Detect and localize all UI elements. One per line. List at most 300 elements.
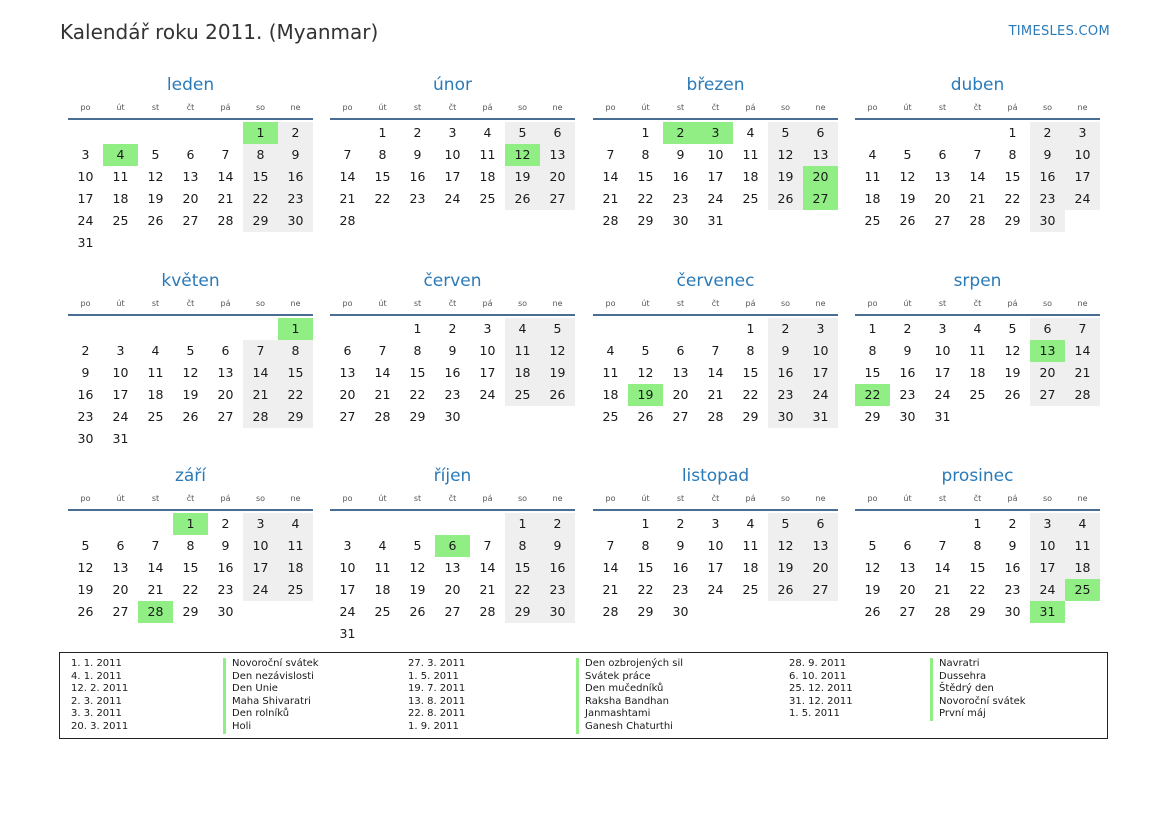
day-cell: 23 [899,387,916,402]
day-cell: 19 [540,362,575,384]
day-cell: 16 [672,560,689,575]
month-name: říjen [433,466,472,486]
day-cell: 8 [243,144,278,166]
day-cell: 1 [641,125,650,140]
empty-cell [855,122,890,144]
weekday-label: so [780,494,791,503]
day-cell: 14 [243,362,278,384]
day-cell: 20 [803,557,838,579]
day-cell: 20 [217,387,234,402]
weekday-label: ne [290,103,301,112]
month-block [593,266,838,428]
day-cell: 30 [672,213,689,228]
legend-date: 1. 1. 2011 [71,658,122,669]
day-cell: 18 [479,169,496,184]
day-cell: 14 [602,560,619,575]
weekday-header [593,491,838,511]
month-name: srpen [953,271,1002,291]
weekday-label: po [605,299,616,308]
weekday-label: ne [815,103,826,112]
day-cell: 17 [1030,557,1065,579]
day-cell: 2 [903,321,912,336]
empty-cell [365,318,400,340]
day-cell: 24 [77,213,94,228]
legend-holiday-name: Navratri [930,658,1026,671]
weekday-label: po [342,299,353,308]
empty-cell [330,318,365,340]
day-cell: 27 [112,604,129,619]
weekday-label: po [867,103,878,112]
legend-holiday-name: Raksha Bandhan [576,696,683,709]
day-cell: 17 [444,169,461,184]
day-cell: 17 [479,365,496,380]
empty-cell [435,513,470,535]
day-cell: 30 [1030,210,1065,232]
weekday-label: pá [745,103,756,112]
day-cell: 15 [409,365,426,380]
day-cell: 30 [672,604,689,619]
day-cell: 25 [969,387,986,402]
day-cell: 8 [1008,147,1017,162]
day-cell: 6 [803,513,838,535]
weekday-label: st [151,299,160,308]
day-cell: 27 [899,604,916,619]
site-link[interactable]: TIMESLES.COM [1008,24,1110,39]
day-cell: 19 [409,582,426,597]
day-cell: 12 [409,560,426,575]
day-cell: 5 [151,147,160,162]
day-cell: 27 [182,213,199,228]
legend-holiday-name: Svátek práce [576,671,683,684]
weekday-header [330,296,575,316]
day-cell: 18 [602,387,619,402]
empty-cell [138,513,173,535]
day-cell: 5 [768,122,803,144]
legend-date: 2. 3. 2011 [71,695,122,707]
day-cell: 26 [409,604,426,619]
day-cell: 8 [505,535,540,557]
holiday-day: 6 [435,535,470,557]
day-cell: 1 [973,516,982,531]
day-cell: 7 [711,343,720,358]
day-cell: 1 [746,321,755,336]
empty-cell [208,318,243,340]
day-cell: 14 [707,365,724,380]
weekday-label: st [676,494,685,503]
weekday-label: čt [973,494,982,503]
day-cell: 22 [409,387,426,402]
day-cell: 25 [147,409,164,424]
day-cell: 10 [707,538,724,553]
day-cell: 6 [343,343,352,358]
weekday-label: ne [1077,103,1088,112]
day-cell: 15 [864,365,881,380]
day-cell: 14 [374,365,391,380]
day-cell: 31 [339,626,356,641]
day-grid [855,316,1100,428]
day-cell: 18 [742,169,759,184]
weekday-label: út [378,494,387,503]
legend-holiday-name: Štědrý den [930,683,1026,696]
day-cell: 15 [505,557,540,579]
day-cell: 8 [641,147,650,162]
weekday-header [330,491,575,511]
day-cell: 4 [868,147,877,162]
day-cell: 9 [221,538,230,553]
day-cell: 23 [1030,188,1065,210]
day-cell: 29 [505,601,540,623]
day-cell: 14 [934,560,951,575]
month-block [330,70,575,232]
day-cell: 27 [217,409,234,424]
month-block [593,461,838,623]
day-cell: 6 [1030,318,1065,340]
day-cell: 21 [1065,362,1100,384]
day-cell: 15 [742,365,759,380]
weekday-label: čt [448,494,457,503]
month-name: březen [686,75,745,95]
weekday-label: út [116,299,125,308]
empty-cell [628,318,663,340]
day-cell: 20 [899,582,916,597]
weekday-label: pá [1007,494,1018,503]
legend-holiday-name: Maha Shivaratri [223,696,319,709]
weekday-label: ne [1077,299,1088,308]
empty-cell [173,122,208,144]
day-cell: 2 [676,516,685,531]
holiday-day: 22 [855,384,890,406]
day-cell: 27 [803,579,838,601]
empty-cell [593,122,628,144]
day-cell: 23 [768,384,803,406]
weekday-label: ne [1077,494,1088,503]
weekday-label: ne [552,494,563,503]
day-cell: 17 [339,582,356,597]
weekday-label: út [116,494,125,503]
day-cell: 21 [934,582,951,597]
weekday-label: pá [745,494,756,503]
day-cell: 30 [77,431,94,446]
empty-cell [400,513,435,535]
weekday-label: so [1042,299,1053,308]
day-cell: 12 [768,535,803,557]
day-cell: 12 [77,560,94,575]
empty-cell [103,513,138,535]
legend-holiday-name: Novoroční svátek [930,696,1026,709]
day-cell: 22 [637,191,654,206]
day-cell: 16 [1030,166,1065,188]
day-cell: 3 [116,343,125,358]
legend-dates-column [71,658,128,734]
day-cell: 19 [182,387,199,402]
day-cell: 24 [707,191,724,206]
legend-date: 6. 10. 2011 [789,670,847,682]
day-cell: 24 [243,579,278,601]
day-cell: 18 [969,365,986,380]
day-cell: 26 [182,409,199,424]
legend-holiday-name: Den Unie [223,683,319,696]
legend-date: 13. 8. 2011 [408,695,466,707]
day-cell: 12 [147,169,164,184]
day-cell: 29 [637,213,654,228]
day-cell: 21 [969,191,986,206]
empty-cell [855,513,890,535]
day-cell: 20 [182,191,199,206]
weekday-label: po [867,494,878,503]
holiday-day: 2 [663,122,698,144]
day-cell: 6 [903,538,912,553]
day-cell: 5 [186,343,195,358]
day-cell: 21 [147,582,164,597]
day-cell: 24 [1030,579,1065,601]
legend-names-column [223,658,319,734]
day-cell: 7 [973,147,982,162]
weekday-label: čt [973,103,982,112]
day-cell: 13 [444,560,461,575]
holiday-day: 19 [628,384,663,406]
day-cell: 24 [479,387,496,402]
day-cell: 19 [77,582,94,597]
day-cell: 26 [147,213,164,228]
day-cell: 14 [1065,340,1100,362]
day-cell: 10 [112,365,129,380]
day-cell: 4 [973,321,982,336]
day-cell: 30 [278,210,313,232]
empty-cell [103,122,138,144]
day-cell: 4 [378,538,387,553]
empty-cell [925,122,960,144]
day-grid [330,316,575,428]
day-cell: 28 [217,213,234,228]
day-cell: 12 [1004,343,1021,358]
day-cell: 28 [339,213,356,228]
day-cell: 29 [742,409,759,424]
day-cell: 31 [934,409,951,424]
day-cell: 26 [77,604,94,619]
month-block [855,461,1100,623]
weekday-label: čt [186,299,195,308]
day-cell: 17 [707,169,724,184]
empty-cell [890,122,925,144]
day-cell: 5 [641,343,650,358]
day-cell: 3 [448,125,457,140]
day-cell: 9 [540,535,575,557]
empty-cell [173,318,208,340]
page-title: Kalendář roku 2011. (Myanmar) [60,20,379,44]
weekday-label: čt [186,103,195,112]
day-cell: 7 [243,340,278,362]
weekday-label: ne [815,299,826,308]
day-cell: 15 [182,560,199,575]
holiday-day: 31 [1030,601,1065,623]
month-name: květen [161,271,220,291]
day-cell: 9 [413,147,422,162]
day-cell: 25 [864,213,881,228]
day-cell: 27 [540,188,575,210]
weekday-label: ne [552,103,563,112]
day-cell: 16 [1004,560,1021,575]
day-cell: 16 [409,169,426,184]
day-cell: 26 [899,213,916,228]
day-cell: 11 [742,147,759,162]
day-cell: 29 [243,210,278,232]
weekday-header [68,296,313,316]
day-cell: 12 [637,365,654,380]
day-cell: 13 [217,365,234,380]
weekday-label: ne [290,299,301,308]
day-cell: 30 [444,409,461,424]
day-cell: 12 [768,144,803,166]
empty-cell [698,318,733,340]
day-cell: 19 [147,191,164,206]
day-cell: 18 [864,191,881,206]
weekday-label: ne [552,299,563,308]
day-cell: 9 [448,343,457,358]
weekday-label: st [413,103,422,112]
empty-cell [330,513,365,535]
day-cell: 17 [1065,166,1100,188]
empty-cell [330,122,365,144]
month-name: únor [433,75,472,95]
day-cell: 28 [602,604,619,619]
legend-holiday-name: Holi [223,721,319,734]
day-cell: 29 [864,409,881,424]
day-cell: 20 [1030,362,1065,384]
day-cell: 26 [637,409,654,424]
day-cell: 4 [505,318,540,340]
weekday-label: so [780,103,791,112]
legend-holiday-name: Novoroční svátek [223,658,319,671]
month-block [330,461,575,645]
day-grid [855,511,1100,623]
empty-cell [68,122,103,144]
day-cell: 23 [217,582,234,597]
day-cell: 5 [540,318,575,340]
legend-holiday-name: Ganesh Chaturthi [576,721,683,734]
empty-cell [138,318,173,340]
weekday-label: čt [973,299,982,308]
day-cell: 3 [243,513,278,535]
day-cell: 2 [448,321,457,336]
day-cell: 28 [707,409,724,424]
day-cell: 8 [641,538,650,553]
day-cell: 2 [1008,516,1017,531]
day-cell: 22 [243,188,278,210]
weekday-label: čt [711,494,720,503]
day-cell: 12 [182,365,199,380]
day-cell: 28 [602,213,619,228]
day-cell: 9 [903,343,912,358]
day-grid [68,120,313,254]
weekday-label: po [605,494,616,503]
day-cell: 13 [899,560,916,575]
calendar-grid [68,70,1102,650]
day-cell: 26 [768,579,803,601]
day-cell: 3 [343,538,352,553]
day-cell: 21 [217,191,234,206]
day-cell: 10 [1065,144,1100,166]
weekday-label: po [342,103,353,112]
day-cell: 15 [278,362,313,384]
day-cell: 2 [1030,122,1065,144]
weekday-label: pá [1007,103,1018,112]
day-cell: 13 [540,144,575,166]
day-cell: 18 [374,582,391,597]
day-cell: 26 [505,188,540,210]
holiday-legend [59,652,1108,739]
day-cell: 28 [374,409,391,424]
day-cell: 29 [182,604,199,619]
weekday-label: út [903,494,912,503]
day-cell: 12 [899,169,916,184]
empty-cell [243,318,278,340]
day-cell: 18 [112,191,129,206]
day-cell: 4 [483,125,492,140]
weekday-label: út [903,103,912,112]
day-cell: 9 [676,538,685,553]
day-cell: 10 [444,147,461,162]
holiday-day: 1 [243,122,278,144]
day-cell: 1 [641,516,650,531]
day-cell: 8 [746,343,755,358]
holiday-day: 12 [505,144,540,166]
day-cell: 16 [899,365,916,380]
holiday-day: 13 [1030,340,1065,362]
month-name: listopad [681,466,750,486]
day-cell: 5 [505,122,540,144]
day-cell: 8 [278,340,313,362]
day-cell: 1 [413,321,422,336]
day-cell: 7 [378,343,387,358]
day-cell: 1 [378,125,387,140]
day-cell: 13 [803,535,838,557]
day-cell: 23 [540,579,575,601]
day-cell: 13 [934,169,951,184]
day-cell: 2 [81,343,90,358]
day-cell: 26 [1004,387,1021,402]
weekday-label: st [151,103,160,112]
day-cell: 17 [243,557,278,579]
empty-cell [470,513,505,535]
day-cell: 13 [182,169,199,184]
weekday-label: po [80,299,91,308]
day-cell: 14 [479,560,496,575]
day-cell: 14 [217,169,234,184]
legend-holiday-name: Den rolníků [223,708,319,721]
month-name: prosinec [941,466,1014,486]
day-cell: 11 [147,365,164,380]
weekday-label: út [641,299,650,308]
legend-date: 4. 1. 2011 [71,670,122,682]
weekday-header [68,491,313,511]
day-cell: 22 [742,387,759,402]
empty-cell [138,122,173,144]
legend-date: 20. 3. 2011 [71,720,129,732]
day-cell: 25 [374,604,391,619]
weekday-header [68,100,313,120]
day-cell: 13 [803,144,838,166]
day-cell: 20 [540,166,575,188]
day-cell: 6 [676,343,685,358]
day-cell: 25 [742,191,759,206]
day-cell: 11 [479,147,496,162]
day-cell: 28 [243,406,278,428]
day-cell: 7 [221,147,230,162]
weekday-label: so [1042,494,1053,503]
day-cell: 10 [803,340,838,362]
day-cell: 17 [77,191,94,206]
day-cell: 21 [243,384,278,406]
